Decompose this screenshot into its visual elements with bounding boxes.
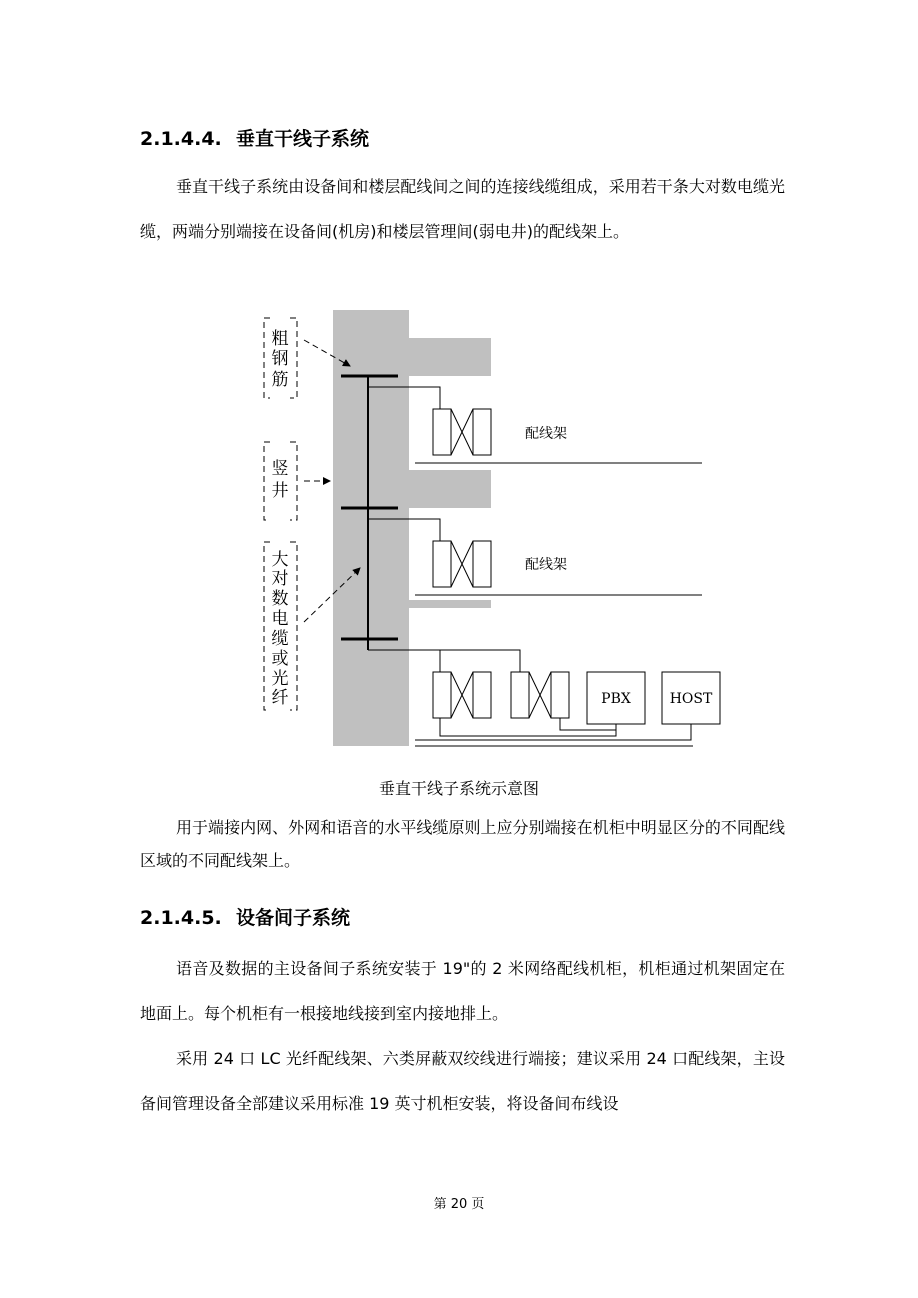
cable-label-char-5: 缆 bbox=[271, 629, 289, 649]
cable-label-char-7: 光 bbox=[271, 669, 289, 689]
section-heading-equipment-room bbox=[140, 903, 350, 930]
rebar-label-char-1: 粗 bbox=[271, 329, 289, 349]
cable-label-char-8: 纤 bbox=[271, 688, 289, 708]
patch-panel-label-2: 配线架 bbox=[525, 557, 567, 573]
diagram-caption: 垂直干线子系统示意图 bbox=[378, 779, 539, 798]
cable-label-char-2: 对 bbox=[271, 569, 289, 589]
cable-label-char-6: 或 bbox=[271, 649, 289, 669]
section-number: 2.1.4.4. bbox=[140, 128, 222, 150]
floor-slab-1 bbox=[409, 338, 491, 376]
shaft-label-char-1: 竖 bbox=[271, 459, 289, 479]
paragraph-equipment-room-2: 采用 24 口 LC 光纤配线架、六类屏蔽双绞线进行端接；建议采用 24 口配线架，主设备间管理设备全部建议采用标准 19 英寸机柜安装，将设备间布线设 bbox=[140, 1049, 785, 1113]
vertical-backbone-diagram bbox=[0, 300, 918, 800]
cable-label-char-4: 电 bbox=[271, 609, 289, 629]
equipment-room bbox=[368, 650, 720, 746]
floor-slab-2 bbox=[409, 470, 491, 508]
paragraph-vertical-subsystem: 垂直干线子系统由设备间和楼层配线间之间的连接线缆组成，采用若干条大对数电缆光缆，两端分别端接在设备间(机房)和楼层管理间(弱电井)的配线架上。 bbox=[140, 177, 785, 241]
cable-label-char-1: 大 bbox=[271, 550, 289, 570]
cable-label-char-3: 数 bbox=[271, 589, 289, 609]
section-number: 2.1.4.5. bbox=[140, 907, 222, 929]
floor-slab-3 bbox=[409, 600, 491, 608]
section-title: 设备间子系统 bbox=[236, 907, 351, 929]
section-title: 垂直干线子系统 bbox=[236, 128, 370, 150]
page-number: 第 20 页 bbox=[433, 1197, 485, 1212]
patch-panel-label-1: 配线架 bbox=[525, 426, 567, 442]
shaft-label-char-2: 井 bbox=[271, 481, 289, 501]
rebar-label-char-3: 筋 bbox=[271, 370, 289, 390]
paragraph-equipment-room-1: 语音及数据的主设备间子系统安装于 19"的 2 米网络配线机柜，机柜通过机架固定在地面上。每个机柜有一根接地线接到室内接地排上。 bbox=[140, 959, 785, 1023]
host-label: HOST bbox=[669, 691, 713, 707]
patch-panel-floor-1 bbox=[368, 387, 702, 463]
rebar-label-char-2: 钢 bbox=[271, 349, 289, 369]
pbx-label: PBX bbox=[601, 691, 631, 707]
section-heading-vertical-subsystem bbox=[140, 124, 369, 151]
paragraph-horizontal-cabling: 用于端接内网、外网和语音的水平线缆原则上应分别端接在机柜中明显区分的不同配线区域的不同配线架上。 bbox=[140, 818, 785, 870]
